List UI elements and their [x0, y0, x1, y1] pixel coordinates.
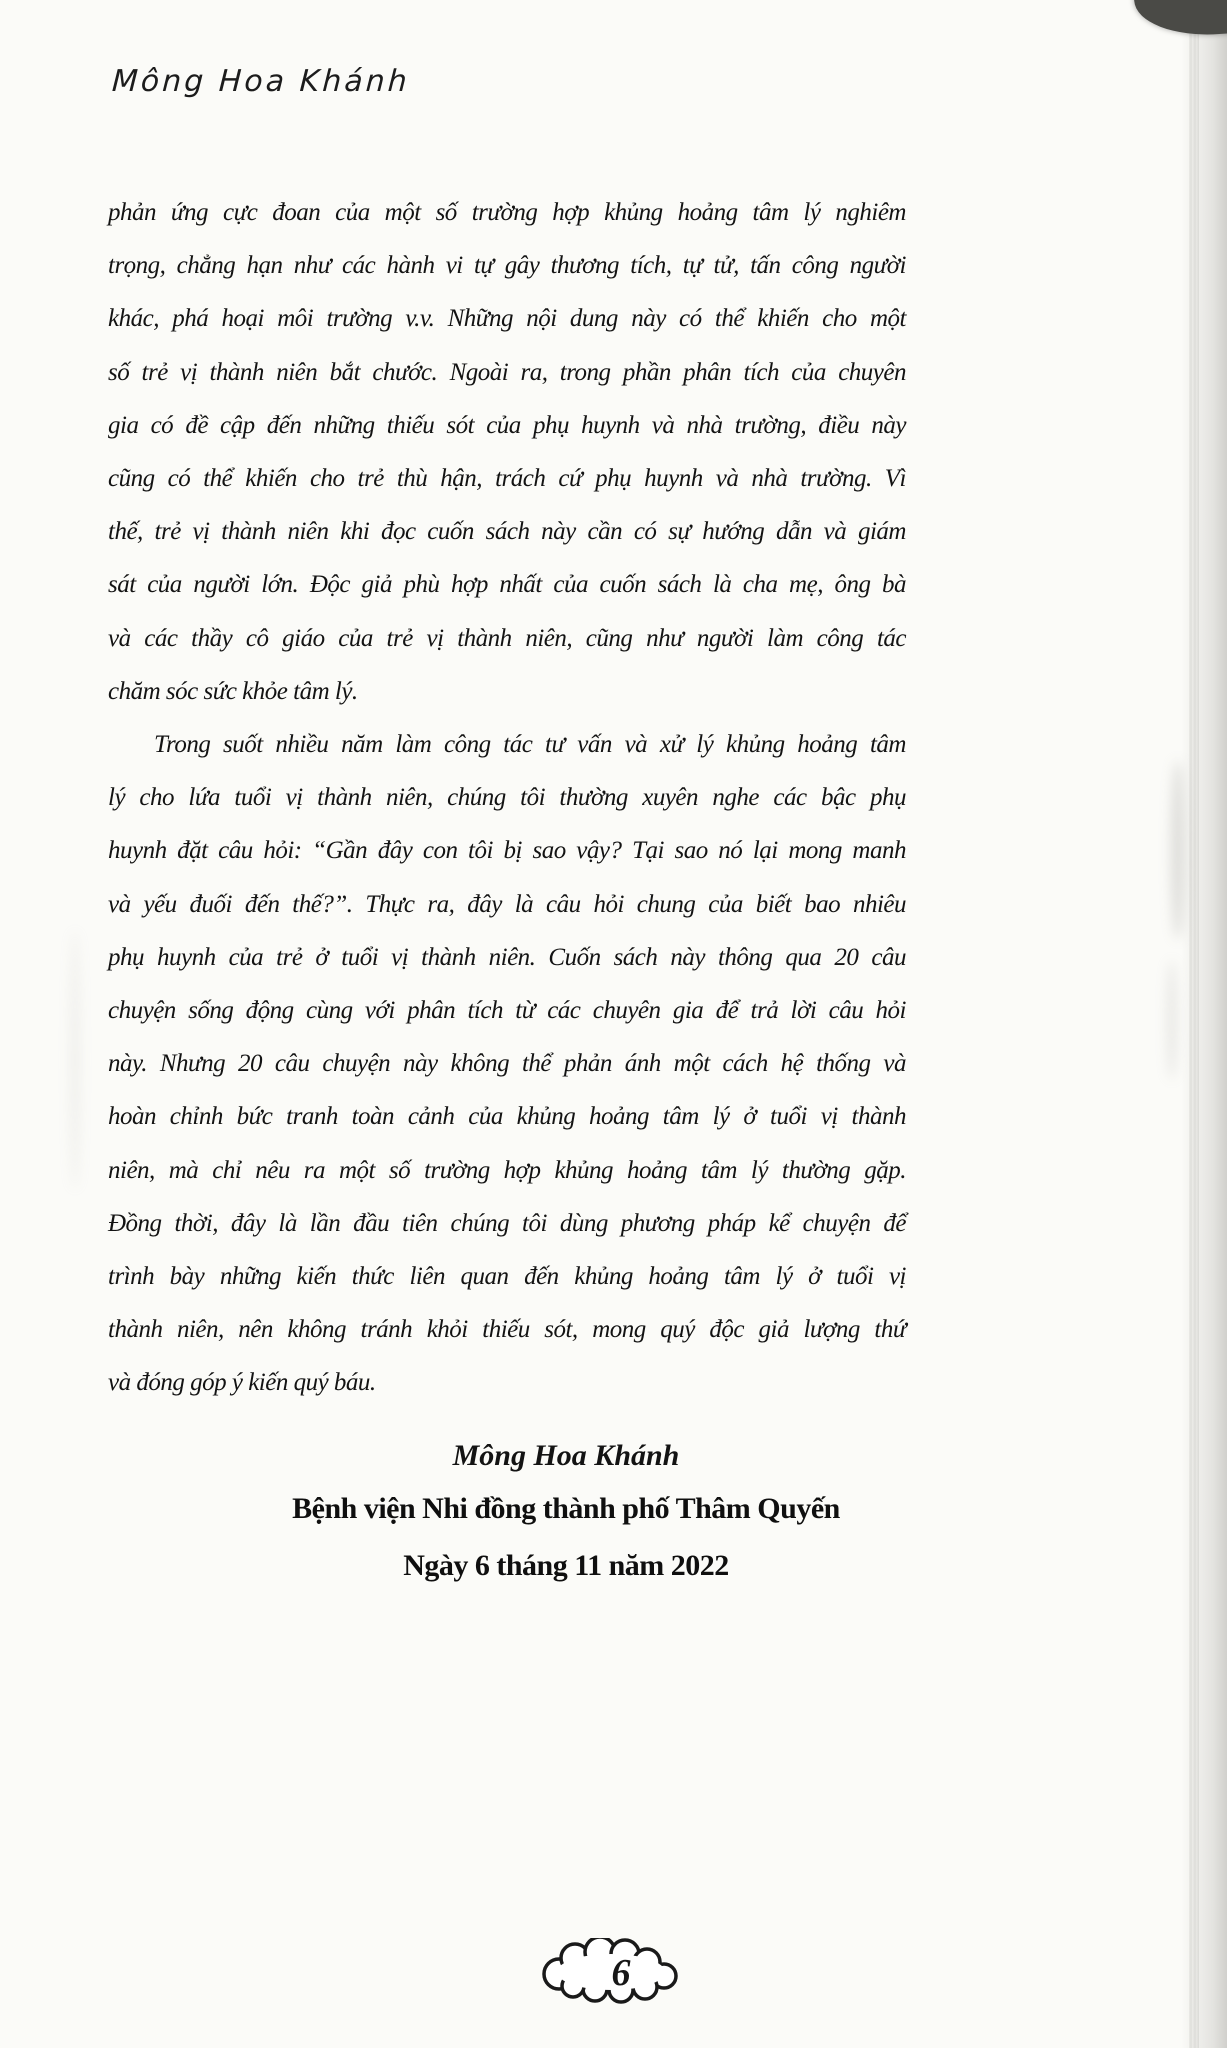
text-line: này. Nhưng 20 câu chuyện này không thể phản ánh một cách hệ thống và [108, 1050, 906, 1078]
text-line: thế, trẻ vị thành niên khi đọc cuốn sách này cần có sự hướng dẫn và giám [108, 518, 906, 546]
text-line: Trong suốt nhiều năm làm công tác tư vấn và xử lý khủng hoảng tâm [154, 731, 906, 759]
text-line: khác, phá hoại môi trường v.v. Những nội dung này có thể khiến cho một [108, 305, 906, 333]
signature-date: Ngày 6 tháng 11 năm 2022 [403, 1549, 729, 1582]
scan-artifact-smudge [1171, 760, 1185, 940]
signature-author-name: Mông Hoa Khánh [452, 1439, 680, 1472]
text-line: niên, mà chỉ nêu ra một số trường hợp khủng hoảng tâm lý thường gặp. [108, 1156, 906, 1184]
text-line: và yếu đuối đến thế?”. Thực ra, đây là câu hỏi chung của biết bao nhiêu [108, 890, 906, 918]
text-line: và các thầy cô giáo của trẻ vị thành niên, cũng như người làm công tác [108, 624, 906, 652]
text-line: huynh đặt câu hỏi: “Gần đây con tôi bị sao vậy? Tại sao nó lại mong manh [108, 837, 906, 865]
text-line: gia có đề cập đến những thiếu sót của phụ huynh và nhà trường, điều này [108, 411, 906, 439]
text-line: cũng có thể khiến cho trẻ thù hận, trách cứ phụ huynh và nhà trường. Vì [108, 465, 906, 493]
text-line: phụ huynh của trẻ ở tuổi vị thành niên. Cuốn sách này thông qua 20 câu [108, 943, 906, 971]
signature-affiliation: Bệnh viện Nhi đồng thành phố Thâm Quyến [292, 1492, 840, 1525]
text-line: lý cho lứa tuổi vị thành niên, chúng tôi thường xuyên nghe các bậc phụ [108, 784, 906, 812]
text-line: trình bày những kiến thức liên quan đến khủng hoảng tâm lý ở tuổi vị [108, 1263, 906, 1291]
page-number: 6 [611, 1952, 631, 1994]
signature-block [226, 1432, 906, 1594]
body-text [108, 186, 906, 1410]
text-line: Đồng thời, đây là lần đầu tiên chúng tôi dùng phương pháp kể chuyện để [108, 1209, 906, 1237]
text-line: hoàn chỉnh bức tranh toàn cảnh của khủng hoảng tâm lý ở tuổi vị thành [108, 1103, 906, 1131]
text-line: chăm sóc sức khỏe tâm lý. [108, 677, 358, 705]
scan-artifact-smudge [70, 930, 80, 1190]
text-line: trọng, chẳng hạn như các hành vi tự gây thương tích, tự tử, tấn công người [108, 252, 906, 280]
cloud-outline-icon [537, 1938, 689, 2004]
scan-artifact-smudge [1167, 960, 1177, 1080]
text-line: sát của người lớn. Độc giả phù hợp nhất của cuốn sách là cha mẹ, ông bà [108, 571, 906, 599]
text-line: chuyện sống động cùng với phân tích từ các chuyên gia để trả lời câu hỏi [108, 997, 906, 1025]
running-header: Mông Hoa Khánh [111, 64, 411, 99]
text-line: thành niên, nên không tránh khỏi thiếu sót, mong quý độc giả lượng thứ [108, 1316, 906, 1344]
page-number-cloud [537, 1938, 689, 2004]
scan-artifact-edge-lines [1189, 0, 1199, 2048]
scan-artifact-edge-shade [1181, 0, 1227, 2048]
text-line: và đóng góp ý kiến quý báu. [108, 1369, 376, 1397]
text-line: số trẻ vị thành niên bắt chước. Ngoài ra, trong phần phân tích của chuyên [108, 358, 906, 386]
text-line: phản ứng cực đoan của một số trường hợp khủng hoảng tâm lý nghiêm [108, 199, 906, 226]
